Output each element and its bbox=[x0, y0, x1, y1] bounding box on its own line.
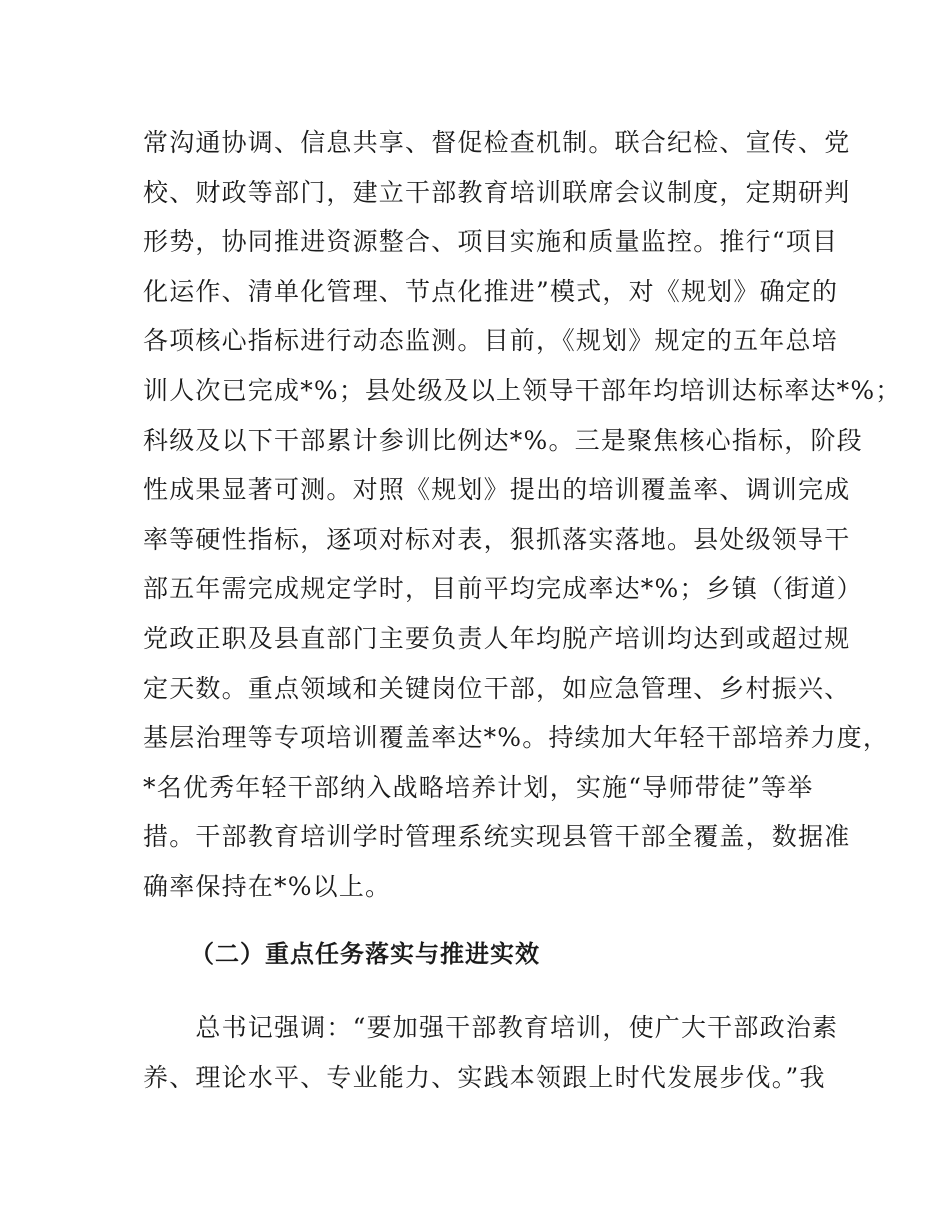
paragraph-line: 校、财政等部门，建立干部教育培训联席会议制度，定期研判 bbox=[143, 177, 851, 207]
paragraph-line: 训人次已完成*%；县处级及以上领导干部年均培训达标率达*%； bbox=[143, 375, 902, 405]
paragraph-line: 养、理论水平、专业能力、实践本领跟上时代发展步伐。”我 bbox=[143, 1062, 826, 1092]
paragraph-line: 性成果显著可测。对照《规划》提出的培训覆盖率、调训完成 bbox=[143, 475, 851, 505]
body-paragraph bbox=[143, 1003, 839, 1102]
paragraph-line: 党政正职及县直部门主要负责人年均脱产培训均达到或超过规 bbox=[143, 623, 851, 653]
paragraph-line: 形势，协同推进资源整合、项目实施和质量监控。推行“项目 bbox=[143, 227, 839, 257]
paragraph-line: 总书记强调：“要加强干部教育培训，使广大干部政治素 bbox=[143, 1013, 839, 1042]
paragraph-line: 确率保持在*%以上。 bbox=[143, 871, 392, 901]
paragraph-line: 措。干部教育培训学时管理系统实现县管干部全覆盖，数据准 bbox=[143, 822, 851, 852]
section-heading: （二）重点任务落实与推进实效 bbox=[190, 940, 540, 968]
paragraph-line: *名优秀年轻干部纳入战略培养计划，实施“导师带徒”等举 bbox=[143, 772, 814, 802]
paragraph-line: 化运作、清单化管理、节点化推进”模式，对《规划》确定的 bbox=[143, 276, 839, 306]
paragraph-line: 各项核心指标进行动态监测。目前，《规划》规定的五年总培 bbox=[143, 326, 838, 356]
body-paragraph bbox=[143, 118, 902, 912]
paragraph-line: 基层治理等专项培训覆盖率达*%。持续加大年轻干部培养力度， bbox=[143, 723, 890, 753]
paragraph-line: 科级及以下干部累计参训比例达*%。三是聚焦核心指标，阶段 bbox=[143, 425, 863, 455]
paragraph-line: 率等硬性指标，逐项对标对表，狠抓落实落地。县处级领导干 bbox=[143, 524, 851, 554]
paragraph-line: 定天数。重点领域和关键岗位干部，如应急管理、乡村振兴、 bbox=[143, 673, 851, 703]
paragraph-line: 部五年需完成规定学时，目前平均完成率达*%；乡镇（街道） bbox=[143, 574, 863, 604]
paragraph-line: 常沟通协调、信息共享、督促检查机制。联合纪检、宣传、党 bbox=[143, 128, 851, 157]
